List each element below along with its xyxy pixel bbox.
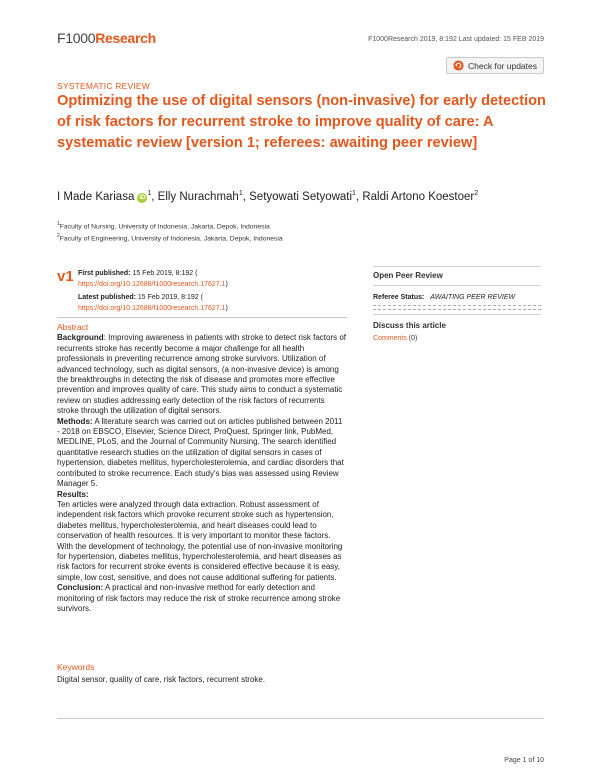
author-affiliation-ref: 1 bbox=[352, 190, 356, 197]
first-published-doi-link[interactable]: https://doi.org/10.12688/f1000research.17627.1 bbox=[78, 281, 226, 288]
author-affiliation-ref: 2 bbox=[474, 190, 479, 197]
close-paren: ) bbox=[225, 305, 228, 312]
refresh-badge-icon bbox=[453, 60, 464, 71]
author-list: I Made Kariasa $iD^1$, Elly Nurachmah$^1$, Setyowati Setyowati$^1$, Raldi Artono Koestoer$^2$ bbox=[57, 190, 479, 203]
abstract-background bbox=[57, 333, 347, 416]
latest-published-date: 15 Feb 2019, 8:192 ( bbox=[137, 294, 203, 301]
abstract-results: Ten articles were analyzed through data extraction. Robust assessment of independent risk factors which provoke recurrent stroke such as hypertension, diabetes mellitus, hypercholesterolemia, and heart diseases could lead to conservation of health resources. It is very important to monitor these factors. With the development of technology, the potential use of non-invasive monitoring for hypertension, diabetes mellitus, hypercholesterolemia, and heart diseases as risk factors for recurrent stroke events is considered effective because it is easy, simple, low cost, sensitive, and does not cause additional suffering for patients. bbox=[57, 499, 343, 582]
keywords-heading: Keywords bbox=[57, 662, 95, 672]
sidebar-divider bbox=[373, 266, 541, 267]
abstract bbox=[57, 322, 347, 614]
check-for-updates-label: Check for updates bbox=[468, 60, 537, 71]
abstract-heading: Abstract bbox=[57, 322, 89, 332]
page-number: Page 1 of 10 bbox=[504, 757, 544, 764]
author-name[interactable]: Setyowati Setyowati bbox=[249, 190, 353, 203]
first-published-date: 15 Feb 2019, 8:192 ( bbox=[132, 270, 198, 277]
affiliation-number: 1 bbox=[57, 221, 60, 227]
latest-published bbox=[78, 292, 228, 314]
comments-link[interactable]: Comments bbox=[373, 335, 407, 342]
affiliation-number: 2 bbox=[57, 233, 60, 239]
peer-review-sidebar bbox=[373, 266, 541, 342]
running-head: F1000Research 2019, 8:192 Last updated: 15 FEB 2019 bbox=[368, 36, 544, 43]
first-published-label: First published: bbox=[78, 270, 131, 277]
results-label: Results: bbox=[57, 489, 89, 499]
keywords-text: Digital sensor, quality of care, risk factors, recurrent stroke. bbox=[57, 675, 266, 684]
open-peer-review-heading: Open Peer Review bbox=[373, 271, 443, 280]
background-text: : Improving awareness in patients with stroke to detect risk factors of recurrents stroke has recently become a major challenge for all health professionals in preventing recurrence among stroke survivors. Utilization of advanced technology, such as digital sensors, (a non-invasive device) is among the breakthroughs in detecting the risk of disease and promotes more effective prevention and improves quality of care. This study aims to conduct a systematic review on studies addressing early detection of the risk factors of recurrents stroke through the utilization of digital sensors. bbox=[57, 333, 346, 416]
journal-logo bbox=[57, 30, 156, 46]
author-affiliation-ref: 1 bbox=[147, 190, 152, 197]
conclusion-label: Conclusion: bbox=[57, 583, 104, 593]
background-label: Background bbox=[57, 333, 104, 343]
author-name[interactable]: Elly Nurachmah bbox=[157, 190, 239, 203]
referee-status-label: Referee Status: bbox=[373, 294, 425, 301]
methods-label: Methods: bbox=[57, 416, 93, 426]
divider bbox=[57, 718, 544, 719]
check-for-updates-button[interactable] bbox=[446, 57, 544, 74]
orcid-icon[interactable]: iD bbox=[139, 194, 146, 201]
affiliation-text: Faculty of Engineering, University of Indonesia, Jakarta, Depok, Indonesia bbox=[59, 235, 283, 243]
referee-status-value: AWAITING PEER REVIEW bbox=[430, 294, 516, 301]
affiliation bbox=[57, 233, 283, 242]
abstract-methods bbox=[57, 417, 347, 490]
sidebar-divider bbox=[373, 314, 541, 315]
logo-prefix: F1000 bbox=[57, 30, 96, 46]
comments bbox=[373, 335, 541, 342]
conclusion-text: A practical and non-invasive method for early detection and monitoring of risk factors may reduce the risk of stroke recurrence among stroke survivors. bbox=[57, 583, 341, 613]
first-published bbox=[78, 268, 228, 290]
article-type: SYSTEMATIC REVIEW bbox=[57, 81, 150, 91]
logo-suffix: Research bbox=[95, 30, 156, 46]
affiliation bbox=[57, 221, 270, 230]
sidebar-divider bbox=[373, 285, 541, 286]
methods-text: A literature search was carried out on articles published between 2011 - 2018 on EBSCO, Elsevier, Science Direct, ProQuest, Springer link, PubMed, MEDLINE, PLoS, and the Journal of Community Nursing. The search identified quantitative research studies on the utilization of digital sensors in cases of hypertension, diabetes mellitus, hypercholesterolemia, and cardiac disorders that contributed to stroke recurrence. Each study's bias was assessed using Review Manager 5. bbox=[57, 416, 344, 489]
referee-status bbox=[373, 294, 541, 301]
discuss-heading: Discuss this article bbox=[373, 321, 446, 330]
abstract-results-heading bbox=[57, 490, 347, 500]
author-affiliation-ref: 1 bbox=[238, 190, 243, 197]
comments-count: (0) bbox=[406, 335, 418, 342]
close-paren: ) bbox=[225, 281, 228, 288]
sidebar-dashed-divider bbox=[373, 305, 541, 306]
sidebar-dashed-divider bbox=[373, 309, 541, 310]
version-badge: v1 bbox=[57, 268, 74, 285]
author-name[interactable]: I Made Kariasa bbox=[57, 190, 135, 203]
author-name[interactable]: Raldi Artono Koestoer bbox=[362, 190, 475, 203]
latest-published-doi-link[interactable]: https://doi.org/10.12688/f1000research.17627.1 bbox=[78, 305, 226, 312]
affiliation-text: Faculty of Nursing, University of Indonesia, Jakarta, Depok, Indonesia bbox=[59, 223, 270, 231]
article-title: Optimizing the use of digital sensors (non-invasive) for early detection of risk factors for recurrent stroke to improve quality of care: A systematic review [version 1; referees: awaiting peer review] bbox=[57, 93, 546, 151]
divider bbox=[57, 317, 347, 318]
latest-published-label: Latest published: bbox=[78, 294, 136, 301]
abstract-conclusion bbox=[57, 583, 347, 614]
